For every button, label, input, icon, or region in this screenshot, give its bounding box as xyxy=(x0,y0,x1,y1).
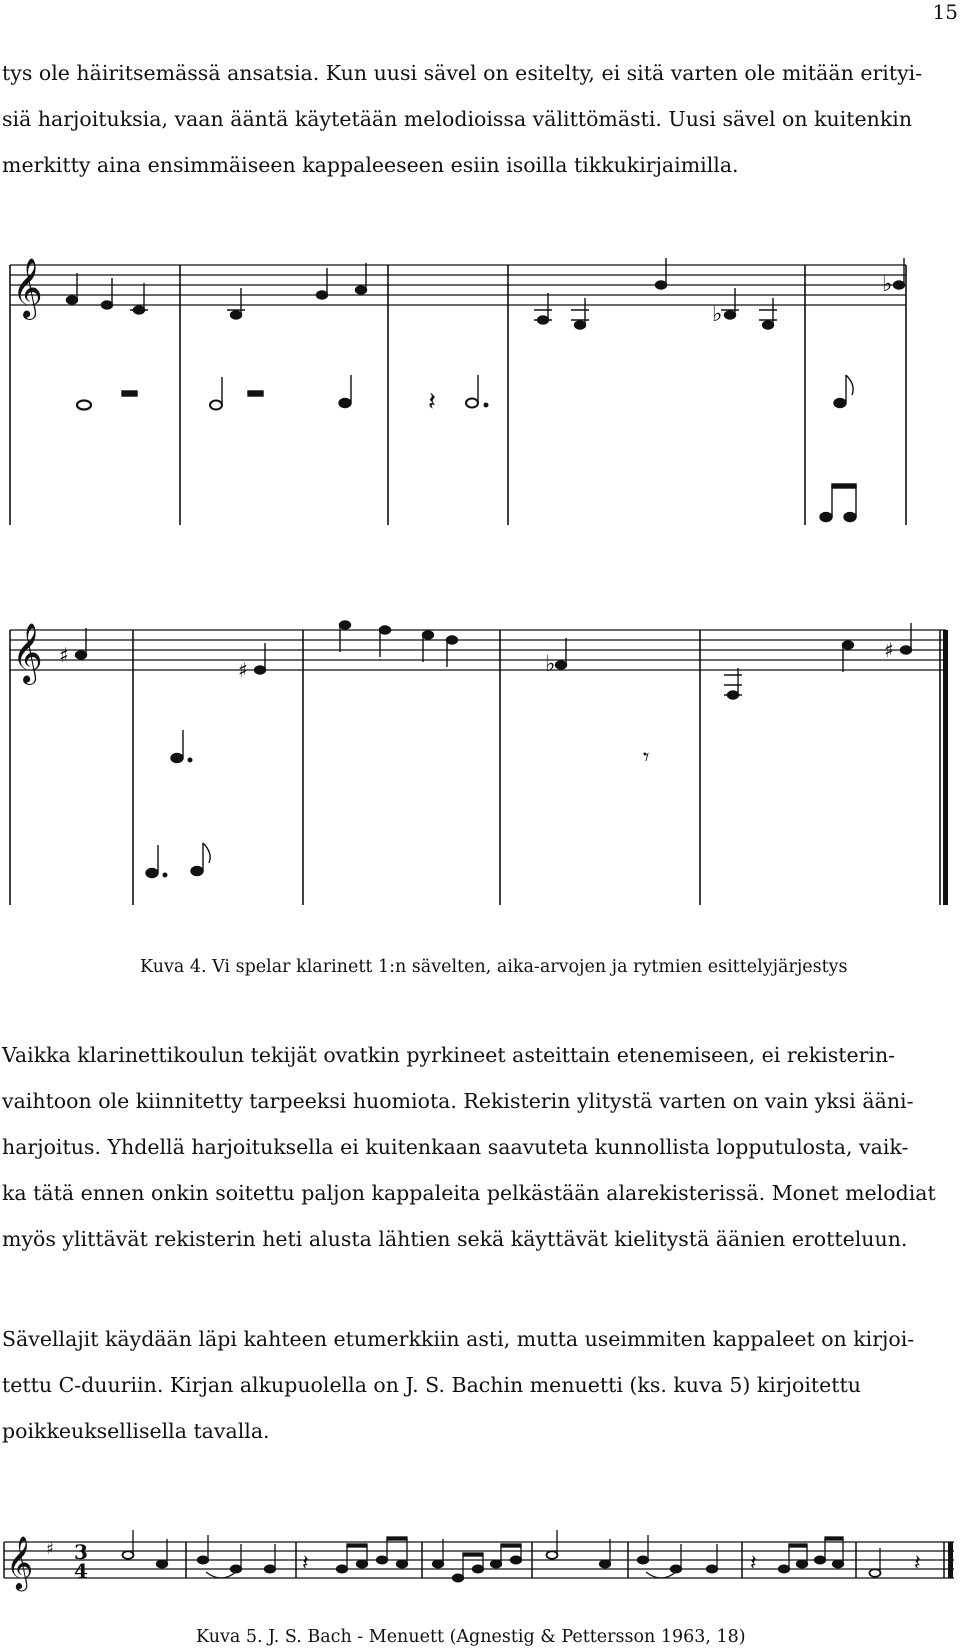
note xyxy=(356,286,367,294)
whole-note xyxy=(77,401,91,410)
paragraph-3 xyxy=(2,1316,958,1454)
dotted-quarter-note xyxy=(146,869,158,878)
text-line: merkitty aina ensimmäiseen kappaleeseen esiin isoilla tikkukirjaimilla. xyxy=(2,153,739,177)
dotted-half-note xyxy=(466,399,478,408)
rest-icon: 𝄽 xyxy=(750,1551,757,1576)
note xyxy=(843,641,854,649)
figure-5-staff xyxy=(0,1522,960,1612)
treble-clef-icon: 𝄞 xyxy=(12,623,43,683)
treble-clef-icon: 𝄞 xyxy=(6,1535,34,1589)
text-line: tettu C-duuriin. Kirjan alkupuolella on J. S. Bachin menuetti (ks. kuva 5) kirjoitettu xyxy=(2,1373,861,1397)
note xyxy=(76,651,87,659)
note xyxy=(894,281,905,289)
flat-icon: ♭ xyxy=(712,302,723,327)
note xyxy=(102,301,113,309)
eighth-note xyxy=(191,867,203,876)
note xyxy=(656,281,667,289)
sharp-icon: ♯ xyxy=(884,638,894,662)
figure-4-system-2 xyxy=(0,620,960,920)
half-rest xyxy=(122,391,137,396)
rest-icon: 𝄾 xyxy=(643,743,650,771)
text-line: harjoitus. Yhdellä harjoituksella ei kuitenkaan saavuteta kunnollista lopputulosta, vaik- xyxy=(2,1135,909,1159)
note xyxy=(423,631,434,639)
paragraph-1 xyxy=(2,50,958,188)
note xyxy=(255,666,266,674)
sharp-icon: ♯ xyxy=(46,1539,54,1558)
figure-5-caption: Kuva 5. J. S. Bach - Menuett (Agnestig & Pettersson 1963, 18) xyxy=(196,1627,746,1647)
quarter-note xyxy=(339,399,351,408)
text-line: poikkeuksellisella tavalla. xyxy=(2,1419,270,1443)
figure-4-caption: Kuva 4. Vi spelar klarinett 1:n sävelten, aika-arvojen ja rytmien esittelyjärjestys xyxy=(140,957,848,977)
text-line: vaihtoon ole kiinnitetty tarpeeksi huomiota. Rekisterin ylitystä varten on vain yksi ääni- xyxy=(2,1089,914,1113)
half-rest xyxy=(248,391,263,396)
text-line: siä harjoituksia, vaan ääntä käytetään melodioissa välittömästi. Uusi sävel on kuitenkin xyxy=(2,107,913,131)
text-line: myös ylittävät rekisterin heti alusta lähtien sekä käyttävät kielitystä äänien erotteluun. xyxy=(2,1227,908,1251)
flat-icon: ♭ xyxy=(882,272,893,297)
paragraph-2 xyxy=(2,1032,958,1262)
text-line: Vaikka klarinettikoulun tekijät ovatkin pyrkineet asteittain etenemiseen, ei rekisterin- xyxy=(2,1043,896,1067)
note xyxy=(556,661,567,669)
sharp-icon: ♯ xyxy=(238,658,248,682)
half-note xyxy=(210,401,222,410)
rest-icon: 𝄽 xyxy=(302,1551,309,1576)
eighth-note xyxy=(844,513,856,522)
note xyxy=(67,296,78,304)
sharp-icon: ♯ xyxy=(59,643,69,667)
time-signature-bottom: 4 xyxy=(74,1559,88,1583)
flat-icon: ♭ xyxy=(545,652,556,677)
figure-4-system-1 xyxy=(0,255,960,555)
eighth-note xyxy=(834,399,846,408)
text-line: Sävellajit käydään läpi kahteen etumerkkiin asti, mutta useimmiten kappaleet on kirjoi- xyxy=(2,1327,915,1351)
time-signature-top: 3 xyxy=(74,1540,88,1564)
note xyxy=(447,636,458,644)
treble-clef-icon: 𝄞 xyxy=(12,258,43,318)
note xyxy=(317,291,328,299)
dotted-quarter-note xyxy=(171,754,183,763)
note xyxy=(340,621,351,629)
eighth-note xyxy=(820,513,832,522)
note xyxy=(725,311,736,319)
text-line: ka tätä ennen onkin soitettu paljon kappaleita pelkästään alarekisterissä. Monet melodiat xyxy=(2,1181,936,1205)
note xyxy=(380,626,391,634)
rest-icon: 𝄽 xyxy=(914,1551,921,1576)
text-line: tys ole häiritsemässä ansatsia. Kun uusi sävel on esitelty, ei sitä varten ole mitään erityi- xyxy=(2,61,923,85)
page-number: 15 xyxy=(932,0,958,24)
note xyxy=(763,321,774,329)
note xyxy=(231,311,242,319)
rest-icon: 𝄽 xyxy=(428,387,436,417)
note xyxy=(901,646,912,654)
note xyxy=(575,321,586,329)
